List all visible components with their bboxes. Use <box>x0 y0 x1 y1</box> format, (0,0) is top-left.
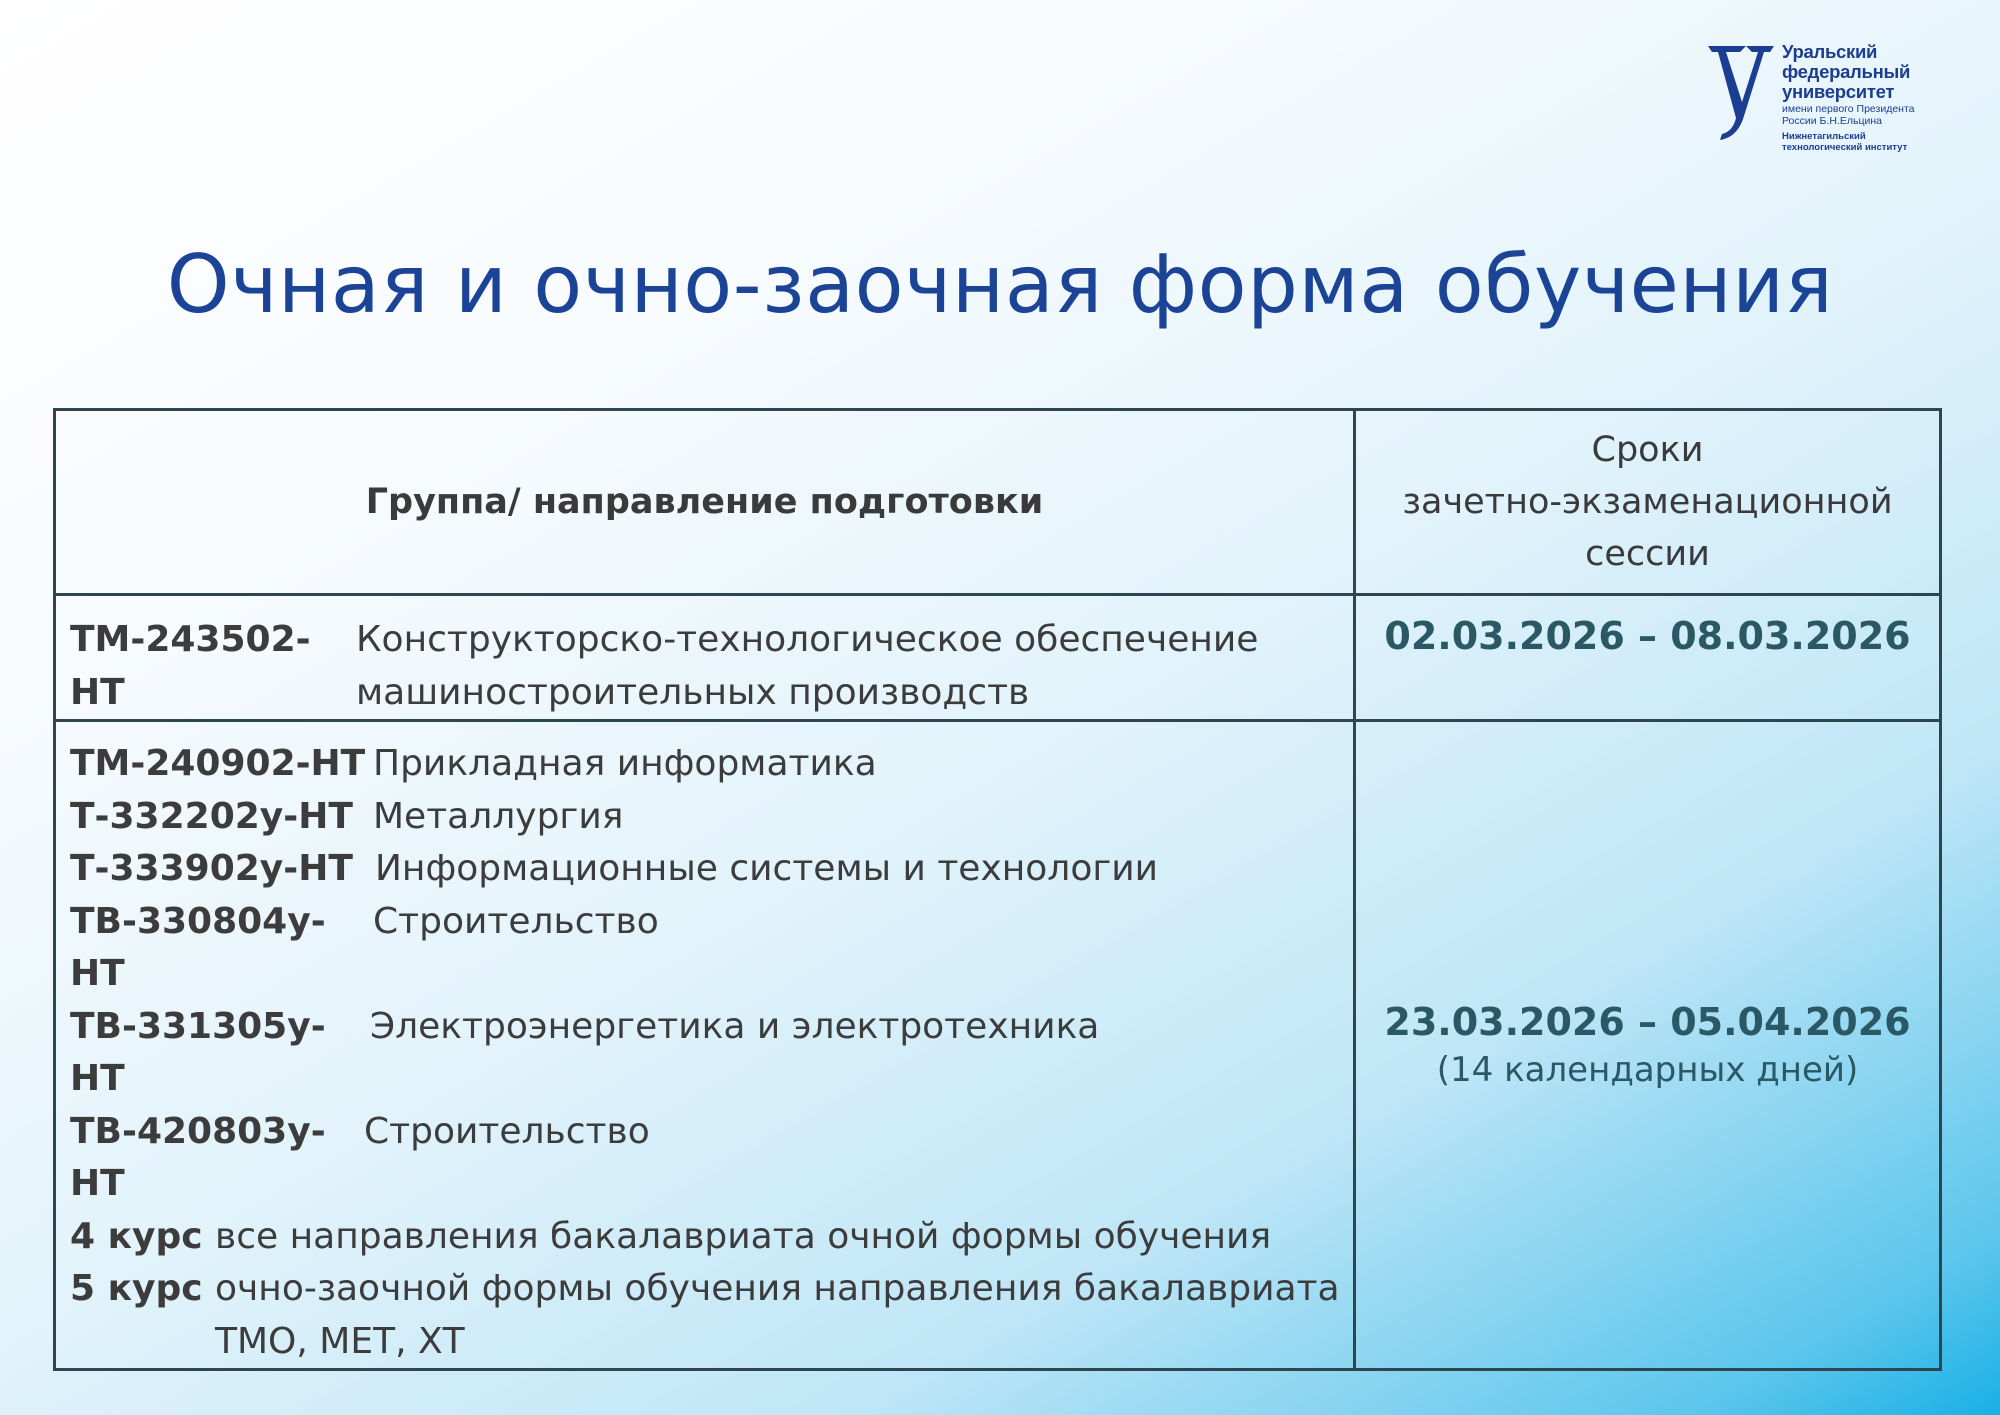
group-entry <box>70 1106 1343 1211</box>
program-name: Строительство <box>364 1110 650 1152</box>
group-entry <box>70 1001 1343 1106</box>
group-entry <box>70 791 1343 844</box>
logo-institute-1: Нижнетагильский <box>1782 131 1866 142</box>
group-entry <box>70 738 1343 791</box>
group-entry <box>70 614 1343 719</box>
group-code: 4 курс <box>70 1215 203 1257</box>
group-code: ТВ-420803у-НТ <box>70 1110 326 1204</box>
header-dates-line: Сроки <box>1591 430 1704 470</box>
header-dates-line: сессии <box>1585 534 1710 574</box>
program-name: Металлургия <box>373 795 624 837</box>
logo-subtitle-2: России Б.Н.Ельцина <box>1782 114 1882 127</box>
session-duration-note: (14 календарных дней) <box>1436 1050 1859 1090</box>
table-row <box>55 595 1941 721</box>
group-code: Т-332202у-НТ <box>70 795 353 837</box>
group-code: ТВ-330804у-НТ <box>70 900 326 994</box>
header-dates <box>1355 410 1941 595</box>
dates-cell <box>1355 595 1941 721</box>
dates-cell <box>1355 721 1941 1370</box>
program-name: Информационные системы и технологии <box>375 848 1159 889</box>
program-name: Конструкторско-технологическое обеспечение машиностроительных производств <box>356 619 1259 713</box>
groups-cell <box>55 595 1355 721</box>
header-dates-line: зачетно-экзаменационной <box>1402 482 1893 522</box>
session-schedule-table <box>53 408 1942 1371</box>
logo-text <box>1782 42 1915 153</box>
logo-subtitle-1: имени первого Президента <box>1782 103 1915 115</box>
session-dates: 23.03.2026 – 05.04.2026 <box>1384 1000 1911 1044</box>
group-code: ТВ-331305у-НТ <box>70 1005 326 1099</box>
header-group: Группа/ направление подготовки <box>55 410 1355 595</box>
group-code: ТМ-243502-НТ <box>70 619 311 713</box>
logo-line-1: Уральский <box>1782 41 1878 62</box>
group-code: Т-333902у-НТ <box>70 848 353 889</box>
group-code: ТМ-240902-НТ <box>70 743 366 784</box>
program-name: Прикладная информатика <box>373 743 877 784</box>
logo-line-2: федеральный <box>1782 61 1911 82</box>
table-row <box>55 721 1941 1370</box>
program-name: все направления бакалавриата очной формы обучения <box>215 1215 1272 1257</box>
page-title: Очная и очно-заочная форма обучения <box>166 238 1834 331</box>
logo-line-3: университет <box>1782 81 1895 102</box>
university-logo <box>1700 40 1940 180</box>
program-name: Электроэнергетика и электротехника <box>370 1005 1100 1047</box>
group-entry <box>70 896 1343 1001</box>
group-entry <box>70 1211 1343 1264</box>
table-header-row <box>55 410 1941 595</box>
session-dates: 02.03.2026 – 08.03.2026 <box>1384 614 1911 658</box>
program-name: очно-заочной формы обучения направления бакалавриата ТМО, МЕТ, ХТ <box>215 1268 1340 1362</box>
urfu-u-logo-icon <box>1700 40 1778 142</box>
groups-cell <box>55 721 1355 1370</box>
group-entry <box>70 843 1343 896</box>
group-code: 5 курс <box>70 1268 203 1309</box>
group-entry <box>70 1263 1343 1368</box>
program-name: Строительство <box>373 900 659 942</box>
logo-institute-2: технологический институт <box>1782 141 1908 153</box>
